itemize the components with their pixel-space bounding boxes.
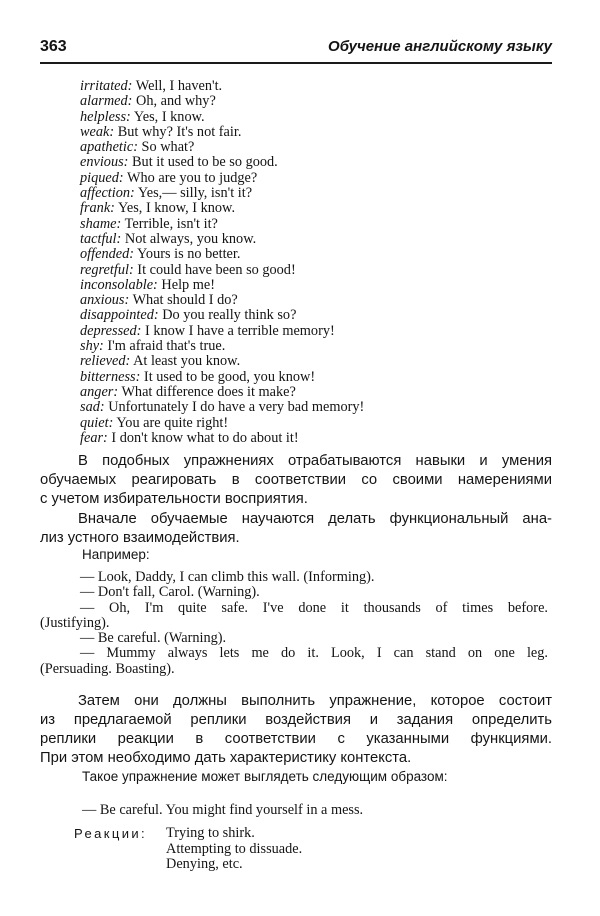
dialogue-text: Not always, you know. bbox=[121, 230, 257, 247]
paragraph-line: из предлагаемой реплики воздействия и задания определить bbox=[40, 712, 552, 728]
example-line: — Be careful. (Warning). bbox=[80, 630, 227, 647]
dialogue-line bbox=[80, 94, 550, 109]
paragraph-line: В подобных упражнениях отрабатываются навыки и умения bbox=[78, 453, 552, 469]
emotion-label: disappointed: bbox=[80, 307, 159, 324]
emotion-label: affection: bbox=[80, 185, 135, 202]
reaction-item: Trying to shirk. bbox=[166, 825, 255, 841]
dialogue-line bbox=[80, 324, 550, 339]
running-title: Обучение английскому языку bbox=[328, 38, 552, 55]
dialogue-line bbox=[80, 339, 550, 354]
emotion-label: bitterness: bbox=[80, 368, 141, 385]
dialogue-text: I don't know what to do about it! bbox=[107, 429, 299, 446]
dialogue-text: But it used to be so good. bbox=[128, 154, 278, 171]
example-line: (Persuading. Boasting). bbox=[40, 660, 175, 677]
emotion-label: inconsolable: bbox=[80, 276, 158, 293]
paragraph-line: Вначале обучаемые научаются делать функциональный ана- bbox=[78, 511, 552, 527]
exercise-intro: Такое упражнение может выглядеть следующим образом: bbox=[82, 769, 448, 784]
dialogue-line bbox=[80, 308, 550, 323]
emotion-label: shy: bbox=[80, 338, 104, 355]
dialogue-line bbox=[80, 140, 550, 155]
emotion-label: depressed: bbox=[80, 322, 142, 339]
dialogue-line bbox=[80, 247, 550, 262]
dialogue-line bbox=[80, 400, 550, 415]
dialogue-line bbox=[80, 416, 550, 431]
emotion-label: apathetic: bbox=[80, 139, 138, 156]
example-line: — Look, Daddy, I can climb this wall. (Informing). bbox=[80, 569, 375, 585]
page-header bbox=[40, 36, 552, 64]
dialogue-line bbox=[80, 385, 550, 400]
emotion-label: piqued: bbox=[80, 169, 124, 186]
emotion-label: anxious: bbox=[80, 292, 130, 309]
paragraph-line: Затем они должны выполнить упражнение, которое состоит bbox=[78, 693, 552, 709]
example-line: — Oh, I'm quite safe. I've done it thousands of times before. bbox=[80, 599, 548, 616]
dialogue-text: Do you really think so? bbox=[158, 307, 297, 324]
dialogue-line bbox=[80, 370, 550, 385]
dialogue-text: Oh, and why? bbox=[132, 93, 216, 110]
dialogue-text: It used to be good, you know! bbox=[140, 368, 316, 385]
reaction-item: Attempting to dissuade. bbox=[166, 840, 303, 857]
paragraph-functional-analysis bbox=[40, 510, 552, 548]
dialogue-text: Help me! bbox=[157, 276, 215, 293]
dialogue-text: What should I do? bbox=[129, 292, 238, 309]
emotion-label: tactful: bbox=[80, 230, 122, 247]
dialogue-line bbox=[80, 354, 550, 369]
paragraph-line: лиз устного взаимодействия. bbox=[40, 530, 240, 546]
dialogue-line bbox=[80, 125, 550, 140]
example-line: — Don't fall, Carol. (Warning). bbox=[80, 584, 260, 601]
dialogue-text: Well, I haven't. bbox=[132, 78, 223, 94]
paragraph-skills bbox=[40, 452, 552, 509]
dialogue-line bbox=[80, 201, 550, 216]
dialogue-text: So what? bbox=[137, 139, 195, 156]
emotion-label: offended: bbox=[80, 246, 134, 263]
dialogue-text: At least you know. bbox=[130, 353, 241, 370]
reaction-item: Denying, etc. bbox=[166, 856, 243, 872]
emotion-label: envious: bbox=[80, 154, 129, 171]
dialogue-text: Unfortunately I do have a very bad memory! bbox=[104, 399, 365, 416]
dialogue-text: Terrible, isn't it? bbox=[121, 215, 218, 232]
dialogue-line bbox=[80, 232, 550, 247]
emotion-label: shame: bbox=[80, 215, 122, 232]
dialogue-text: Yes, I know. bbox=[130, 108, 205, 125]
dialogue-text: Yes, I know, I know. bbox=[114, 200, 236, 217]
emotion-dialogue-list bbox=[80, 79, 550, 446]
dialogue-text: You are quite right! bbox=[113, 414, 229, 431]
emotion-label: helpless: bbox=[80, 108, 131, 125]
reactions-list bbox=[166, 826, 302, 873]
example-line: (Justifying). bbox=[40, 614, 110, 631]
dialogue-line bbox=[80, 110, 550, 125]
dialogue-line bbox=[80, 171, 550, 186]
dialogue-text: But why? It's not fair. bbox=[114, 123, 242, 140]
dialogue-line bbox=[80, 431, 550, 446]
dialogue-text: It could have been so good! bbox=[133, 261, 296, 278]
emotion-label: relieved: bbox=[80, 353, 131, 370]
example-line: — Mummy always lets me do it. Look, I can stand on one leg. bbox=[80, 645, 548, 662]
dialogue-text: I'm afraid that's true. bbox=[103, 338, 226, 355]
emotion-label: alarmed: bbox=[80, 93, 133, 110]
reactions-label: Реакции: bbox=[74, 826, 148, 841]
dialogue-text: I know I have a terrible memory! bbox=[141, 322, 335, 339]
dialogue-line bbox=[80, 293, 550, 308]
page-number: 363 bbox=[40, 38, 67, 55]
exercise-prompt: — Be careful. You might find yourself in a mess. bbox=[82, 802, 364, 818]
paragraph-line: При этом необходимо дать характеристику контекста. bbox=[40, 750, 412, 766]
dialogue-text: Yours is no better. bbox=[134, 246, 241, 263]
emotion-label: frank: bbox=[80, 200, 115, 217]
emotion-label: sad: bbox=[80, 399, 105, 416]
emotion-label: anger: bbox=[80, 383, 119, 400]
dialogue-line bbox=[80, 186, 550, 201]
emotion-label: fear: bbox=[80, 429, 108, 446]
dialogue-line bbox=[80, 278, 550, 293]
emotion-label: regretful: bbox=[80, 261, 134, 278]
emotion-label: weak: bbox=[80, 123, 115, 140]
dialogue-line bbox=[80, 79, 550, 94]
dialogue-text: Yes,— silly, isn't it? bbox=[134, 185, 253, 202]
example-dialogue bbox=[40, 570, 548, 677]
dialogue-text: What difference does it make? bbox=[118, 383, 296, 400]
paragraph-line: реплики реакции в соответствии с указанными функциями. bbox=[40, 731, 552, 747]
paragraph-exercise bbox=[40, 692, 552, 768]
dialogue-line bbox=[80, 217, 550, 232]
dialogue-line bbox=[80, 155, 550, 170]
dialogue-line bbox=[80, 263, 550, 278]
emotion-label: irritated: bbox=[80, 78, 133, 94]
paragraph-line: обучаемых реагировать в соответствии со своими намерениями bbox=[40, 472, 552, 488]
paragraph-line: с учетом избирательности восприятия. bbox=[40, 491, 308, 507]
example-label: Например: bbox=[82, 547, 150, 562]
dialogue-text: Who are you to judge? bbox=[123, 169, 258, 186]
emotion-label: quiet: bbox=[80, 414, 114, 431]
